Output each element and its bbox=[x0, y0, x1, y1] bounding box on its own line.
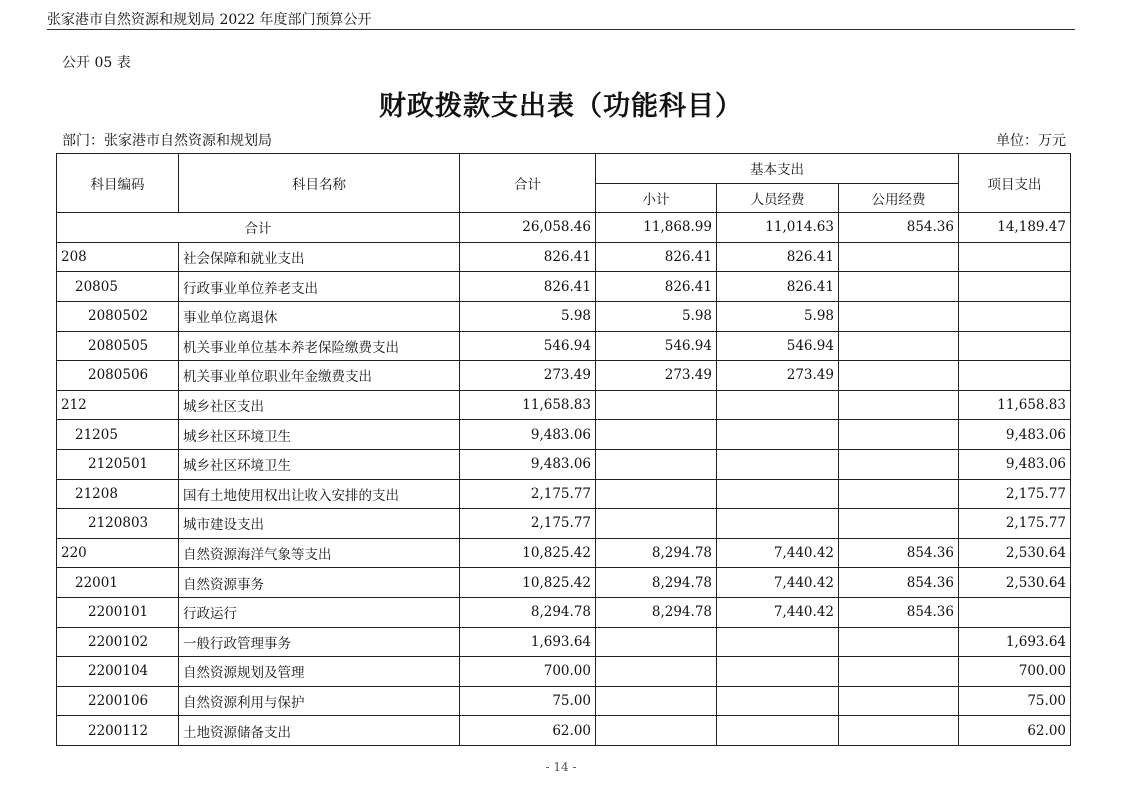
total-row bbox=[57, 213, 1071, 243]
public-cell bbox=[839, 716, 959, 746]
total-cell: 62.00 bbox=[460, 716, 596, 746]
name-cell: 一般行政管理事务 bbox=[179, 627, 460, 657]
code-cell: 2200112 bbox=[57, 716, 179, 746]
name-cell: 城乡社区环境卫生 bbox=[179, 449, 460, 479]
code-cell: 212 bbox=[57, 390, 179, 420]
table-row bbox=[57, 361, 1071, 391]
project-cell: 2,530.64 bbox=[959, 538, 1071, 568]
public-cell bbox=[839, 301, 959, 331]
code-cell: 208 bbox=[57, 242, 179, 272]
project-cell: 75.00 bbox=[959, 686, 1071, 716]
name-cell: 机关事业单位职业年金缴费支出 bbox=[179, 361, 460, 391]
table-row bbox=[57, 479, 1071, 509]
project-cell: 1,693.64 bbox=[959, 627, 1071, 657]
total-cell: 1,693.64 bbox=[460, 627, 596, 657]
name-cell: 事业单位离退休 bbox=[179, 301, 460, 331]
table-row bbox=[57, 390, 1071, 420]
code-cell: 2120803 bbox=[57, 509, 179, 539]
name-cell: 国有土地使用权出让收入安排的支出 bbox=[179, 479, 460, 509]
personnel-cell bbox=[717, 449, 839, 479]
personnel-cell: 273.49 bbox=[717, 361, 839, 391]
header-subtotal: 小计 bbox=[596, 183, 717, 213]
project-cell: 9,483.06 bbox=[959, 449, 1071, 479]
name-cell: 机关事业单位基本养老保险缴费支出 bbox=[179, 331, 460, 361]
subtotal-cell: 546.94 bbox=[596, 331, 717, 361]
code-cell: 2120501 bbox=[57, 449, 179, 479]
code-cell: 220 bbox=[57, 538, 179, 568]
personnel-cell bbox=[717, 479, 839, 509]
header-public: 公用经费 bbox=[839, 183, 959, 213]
form-number: 公开 05 表 bbox=[62, 55, 131, 71]
expenditure-table bbox=[56, 153, 1071, 746]
personnel-cell: 7,440.42 bbox=[717, 597, 839, 627]
table-row bbox=[57, 686, 1071, 716]
subtotal-cell: 826.41 bbox=[596, 242, 717, 272]
project-cell: 700.00 bbox=[959, 657, 1071, 687]
public-cell bbox=[839, 479, 959, 509]
personnel-cell: 546.94 bbox=[717, 331, 839, 361]
subtotal-cell bbox=[596, 449, 717, 479]
header-divider bbox=[47, 29, 1075, 30]
project-cell bbox=[959, 242, 1071, 272]
personnel-cell bbox=[717, 716, 839, 746]
total-cell: 10,825.42 bbox=[460, 538, 596, 568]
public-cell: 854.36 bbox=[839, 597, 959, 627]
public-cell bbox=[839, 627, 959, 657]
code-cell: 2200104 bbox=[57, 657, 179, 687]
subtotal-cell bbox=[596, 657, 717, 687]
code-cell: 21208 bbox=[57, 479, 179, 509]
public-cell bbox=[839, 686, 959, 716]
name-cell: 自然资源利用与保护 bbox=[179, 686, 460, 716]
public-cell bbox=[839, 449, 959, 479]
total-cell: 826.41 bbox=[460, 272, 596, 302]
name-cell: 城乡社区支出 bbox=[179, 390, 460, 420]
table-row bbox=[57, 420, 1071, 450]
personnel-cell bbox=[717, 686, 839, 716]
name-cell: 行政运行 bbox=[179, 597, 460, 627]
table-row bbox=[57, 301, 1071, 331]
total-cell: 75.00 bbox=[460, 686, 596, 716]
table-row bbox=[57, 331, 1071, 361]
project-cell: 2,175.77 bbox=[959, 479, 1071, 509]
total-cell: 273.49 bbox=[460, 361, 596, 391]
public-cell bbox=[839, 390, 959, 420]
personnel-cell: 11,014.63 bbox=[717, 213, 839, 243]
subtotal-cell bbox=[596, 509, 717, 539]
name-cell: 城乡社区环境卫生 bbox=[179, 420, 460, 450]
code-cell: 2200101 bbox=[57, 597, 179, 627]
name-cell: 社会保障和就业支出 bbox=[179, 242, 460, 272]
code-cell: 20805 bbox=[57, 272, 179, 302]
subtotal-cell: 11,868.99 bbox=[596, 213, 717, 243]
table-row bbox=[57, 272, 1071, 302]
header-project: 项目支出 bbox=[959, 154, 1071, 213]
table-row bbox=[57, 597, 1071, 627]
personnel-cell bbox=[717, 420, 839, 450]
subtotal-cell bbox=[596, 390, 717, 420]
public-cell bbox=[839, 420, 959, 450]
personnel-cell bbox=[717, 509, 839, 539]
subtotal-cell: 273.49 bbox=[596, 361, 717, 391]
project-cell: 62.00 bbox=[959, 716, 1071, 746]
subtotal-cell: 826.41 bbox=[596, 272, 717, 302]
subtotal-cell: 8,294.78 bbox=[596, 538, 717, 568]
project-cell: 2,530.64 bbox=[959, 568, 1071, 598]
page-number: - 14 - bbox=[545, 760, 577, 774]
subtotal-cell bbox=[596, 420, 717, 450]
total-cell: 546.94 bbox=[460, 331, 596, 361]
header-personnel: 人员经费 bbox=[717, 183, 839, 213]
header-basic: 基本支出 bbox=[596, 154, 959, 184]
name-cell: 自然资源海洋气象等支出 bbox=[179, 538, 460, 568]
total-cell: 826.41 bbox=[460, 242, 596, 272]
personnel-cell bbox=[717, 627, 839, 657]
unit-label: 单位：万元 bbox=[996, 133, 1066, 149]
project-cell: 2,175.77 bbox=[959, 509, 1071, 539]
document-header: 张家港市自然资源和规划局 2022 年度部门预算公开 bbox=[47, 12, 372, 28]
public-cell bbox=[839, 331, 959, 361]
total-cell: 9,483.06 bbox=[460, 420, 596, 450]
name-cell: 土地资源储备支出 bbox=[179, 716, 460, 746]
total-cell: 26,058.46 bbox=[460, 213, 596, 243]
code-cell: 2200102 bbox=[57, 627, 179, 657]
subtotal-cell bbox=[596, 686, 717, 716]
personnel-cell bbox=[717, 657, 839, 687]
total-cell: 2,175.77 bbox=[460, 509, 596, 539]
total-cell: 8,294.78 bbox=[460, 597, 596, 627]
subtotal-cell bbox=[596, 716, 717, 746]
project-cell: 14,189.47 bbox=[959, 213, 1071, 243]
total-cell: 700.00 bbox=[460, 657, 596, 687]
code-cell: 22001 bbox=[57, 568, 179, 598]
personnel-cell: 826.41 bbox=[717, 242, 839, 272]
header-name: 科目名称 bbox=[179, 154, 460, 213]
project-cell bbox=[959, 272, 1071, 302]
header-total: 合计 bbox=[460, 154, 596, 213]
header-code: 科目编码 bbox=[57, 154, 179, 213]
project-cell bbox=[959, 361, 1071, 391]
personnel-cell: 5.98 bbox=[717, 301, 839, 331]
table-row bbox=[57, 509, 1071, 539]
table-row bbox=[57, 716, 1071, 746]
total-cell: 11,658.83 bbox=[460, 390, 596, 420]
name-cell: 城市建设支出 bbox=[179, 509, 460, 539]
public-cell bbox=[839, 272, 959, 302]
total-cell: 10,825.42 bbox=[460, 568, 596, 598]
public-cell: 854.36 bbox=[839, 213, 959, 243]
project-cell bbox=[959, 331, 1071, 361]
project-cell: 11,658.83 bbox=[959, 390, 1071, 420]
code-cell: 2200106 bbox=[57, 686, 179, 716]
table-row bbox=[57, 657, 1071, 687]
total-cell: 5.98 bbox=[460, 301, 596, 331]
subtotal-cell bbox=[596, 479, 717, 509]
page-title: 财政拨款支出表（功能科目） bbox=[379, 91, 743, 122]
table-row bbox=[57, 449, 1071, 479]
code-cell: 21205 bbox=[57, 420, 179, 450]
public-cell: 854.36 bbox=[839, 568, 959, 598]
code-cell: 2080502 bbox=[57, 301, 179, 331]
name-cell: 行政事业单位养老支出 bbox=[179, 272, 460, 302]
project-cell: 9,483.06 bbox=[959, 420, 1071, 450]
total-cell: 2,175.77 bbox=[460, 479, 596, 509]
public-cell: 854.36 bbox=[839, 538, 959, 568]
table-row bbox=[57, 242, 1071, 272]
subtotal-cell: 8,294.78 bbox=[596, 568, 717, 598]
code-cell: 2080506 bbox=[57, 361, 179, 391]
public-cell bbox=[839, 509, 959, 539]
project-cell bbox=[959, 597, 1071, 627]
personnel-cell: 826.41 bbox=[717, 272, 839, 302]
table-row bbox=[57, 568, 1071, 598]
table-row bbox=[57, 538, 1071, 568]
subtotal-cell bbox=[596, 627, 717, 657]
table-row bbox=[57, 627, 1071, 657]
public-cell bbox=[839, 361, 959, 391]
subtotal-cell: 5.98 bbox=[596, 301, 717, 331]
public-cell bbox=[839, 657, 959, 687]
name-cell: 自然资源事务 bbox=[179, 568, 460, 598]
name-cell: 自然资源规划及管理 bbox=[179, 657, 460, 687]
total-label: 合计 bbox=[57, 213, 460, 243]
subtotal-cell: 8,294.78 bbox=[596, 597, 717, 627]
code-cell: 2080505 bbox=[57, 331, 179, 361]
public-cell bbox=[839, 242, 959, 272]
personnel-cell bbox=[717, 390, 839, 420]
department-label: 部门：张家港市自然资源和规划局 bbox=[62, 133, 272, 149]
total-cell: 9,483.06 bbox=[460, 449, 596, 479]
personnel-cell: 7,440.42 bbox=[717, 538, 839, 568]
project-cell bbox=[959, 301, 1071, 331]
personnel-cell: 7,440.42 bbox=[717, 568, 839, 598]
